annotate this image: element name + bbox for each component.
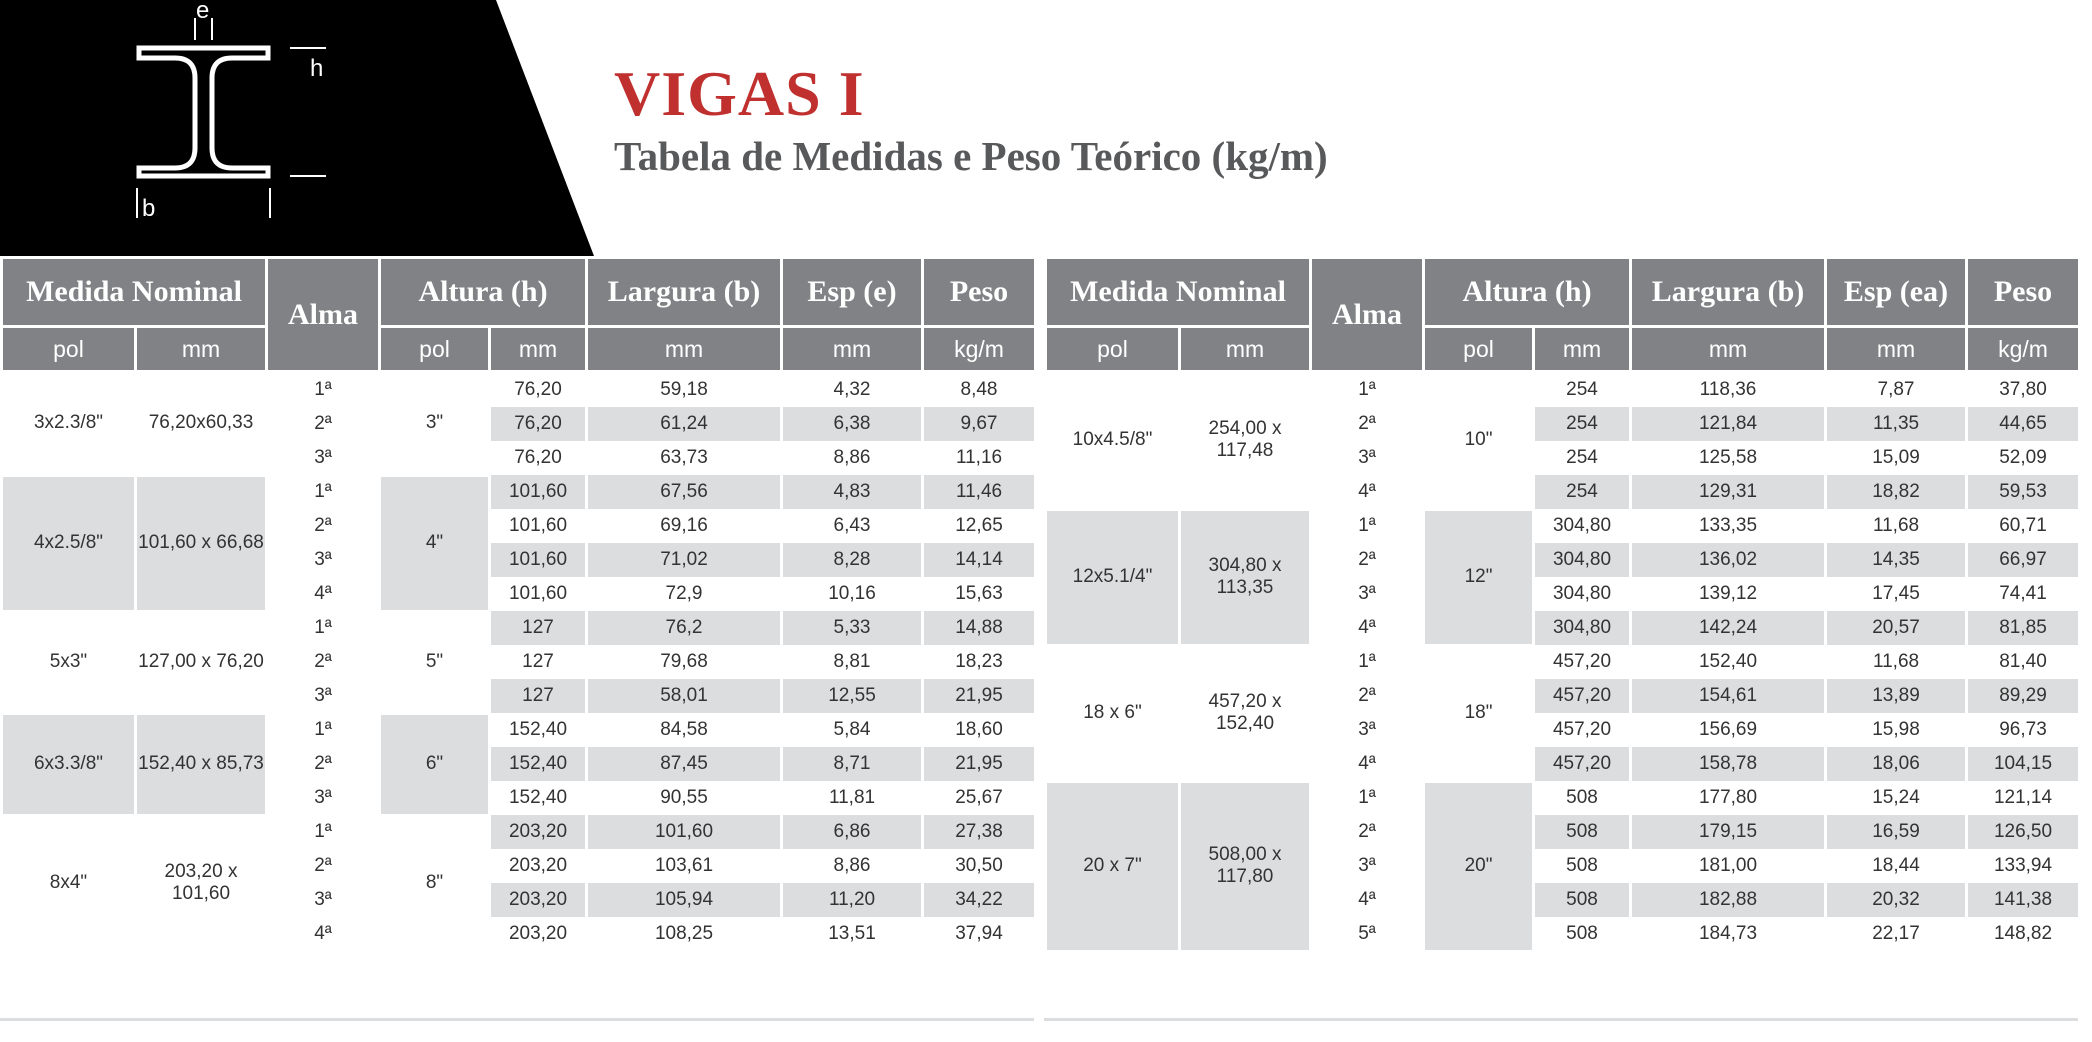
largura-cell: 87,45	[587, 747, 782, 781]
largura-cell: 103,61	[587, 849, 782, 883]
altura-mm-cell: 508	[1534, 883, 1631, 917]
table-right-body	[1046, 372, 2080, 952]
esp-cell: 11,81	[782, 781, 923, 815]
nominal-pol-cell: 20 x 7"	[1046, 781, 1180, 951]
largura-cell: 84,58	[587, 713, 782, 747]
esp-cell: 8,28	[782, 543, 923, 577]
altura-mm-cell: 457,20	[1534, 645, 1631, 679]
esp-cell: 18,82	[1826, 475, 1967, 509]
nominal-mm-cell: 127,00 x 76,20	[136, 611, 267, 713]
esp-cell: 4,32	[782, 372, 923, 408]
page-subtitle: Tabela de Medidas e Peso Teórico (kg/m)	[614, 133, 1328, 179]
peso-cell: 81,85	[1967, 611, 2080, 645]
esp-cell: 15,98	[1826, 713, 1967, 747]
altura-mm-cell: 304,80	[1534, 611, 1631, 645]
peso-cell: 11,46	[923, 475, 1036, 509]
esp-cell: 15,09	[1826, 441, 1967, 475]
alma-cell: 3ª	[1311, 849, 1424, 883]
esp-cell: 11,68	[1826, 509, 1967, 543]
nominal-mm-cell: 254,00 x 117,48	[1180, 372, 1311, 510]
unit-mm: mm	[136, 327, 267, 372]
table-row	[1046, 509, 2080, 543]
esp-cell: 7,87	[1826, 372, 1967, 408]
alma-cell: 3ª	[267, 781, 380, 815]
altura-mm-cell: 508	[1534, 849, 1631, 883]
altura-mm-cell: 203,20	[490, 849, 587, 883]
table-left-body	[2, 372, 1036, 952]
alma-cell: 3ª	[1311, 441, 1424, 475]
peso-cell: 37,94	[923, 917, 1036, 951]
unit-altura-mm: mm	[490, 327, 587, 372]
unit-peso: kg/m	[1967, 327, 2080, 372]
peso-cell: 141,38	[1967, 883, 2080, 917]
largura-cell: 156,69	[1631, 713, 1826, 747]
altura-mm-cell: 152,40	[490, 747, 587, 781]
largura-cell: 139,12	[1631, 577, 1826, 611]
altura-mm-cell: 304,80	[1534, 509, 1631, 543]
esp-cell: 6,43	[782, 509, 923, 543]
altura-mm-cell: 254	[1534, 475, 1631, 509]
table-left-bottom-rule	[0, 1018, 1034, 1021]
alma-cell: 1ª	[1311, 509, 1424, 543]
unit-largura: mm	[587, 327, 782, 372]
unit-largura: mm	[1631, 327, 1826, 372]
alma-cell: 2ª	[267, 509, 380, 543]
alma-cell: 3ª	[267, 441, 380, 475]
esp-cell: 5,33	[782, 611, 923, 645]
peso-cell: 21,95	[923, 679, 1036, 713]
largura-cell: 59,18	[587, 372, 782, 408]
peso-cell: 126,50	[1967, 815, 2080, 849]
alma-cell: 1ª	[1311, 781, 1424, 815]
largura-cell: 129,31	[1631, 475, 1826, 509]
alma-cell: 2ª	[1311, 543, 1424, 577]
peso-cell: 21,95	[923, 747, 1036, 781]
peso-cell: 8,48	[923, 372, 1036, 408]
nominal-pol-cell: 8x4"	[2, 815, 136, 951]
peso-cell: 15,63	[923, 577, 1036, 611]
peso-cell: 14,14	[923, 543, 1036, 577]
alma-cell: 3ª	[267, 679, 380, 713]
peso-cell: 18,23	[923, 645, 1036, 679]
peso-cell: 60,71	[1967, 509, 2080, 543]
alma-cell: 3ª	[1311, 577, 1424, 611]
table-row	[1046, 781, 2080, 815]
unit-altura-mm: mm	[1534, 327, 1631, 372]
nominal-mm-cell: 508,00 x 117,80	[1180, 781, 1311, 951]
peso-cell: 18,60	[923, 713, 1036, 747]
alma-cell: 4ª	[1311, 747, 1424, 781]
header-medida-nominal: Medida Nominal	[1046, 258, 1311, 327]
altura-mm-cell: 101,60	[490, 475, 587, 509]
altura-mm-cell: 508	[1534, 917, 1631, 951]
peso-cell: 30,50	[923, 849, 1036, 883]
altura-pol-cell: 3"	[380, 372, 490, 476]
largura-cell: 58,01	[587, 679, 782, 713]
altura-pol-cell: 6"	[380, 713, 490, 815]
header-largura: Largura (b)	[1631, 258, 1826, 327]
peso-cell: 81,40	[1967, 645, 2080, 679]
largura-cell: 79,68	[587, 645, 782, 679]
altura-mm-cell: 203,20	[490, 883, 587, 917]
table-right	[1044, 256, 2081, 953]
peso-cell: 96,73	[1967, 713, 2080, 747]
nominal-pol-cell: 18 x 6"	[1046, 645, 1180, 781]
title-block	[614, 58, 1328, 180]
unit-altura-pol: pol	[1424, 327, 1534, 372]
alma-cell: 1ª	[267, 713, 380, 747]
nominal-mm-cell: 304,80 x 113,35	[1180, 509, 1311, 645]
unit-pol: pol	[1046, 327, 1180, 372]
alma-cell: 1ª	[267, 372, 380, 408]
dimension-h-label: h	[310, 55, 324, 82]
table-row	[1046, 645, 2080, 679]
table-row	[2, 372, 1036, 408]
esp-cell: 18,44	[1826, 849, 1967, 883]
unit-mm: mm	[1180, 327, 1311, 372]
altura-mm-cell: 304,80	[1534, 543, 1631, 577]
header-peso: Peso	[1967, 258, 2080, 327]
esp-cell: 13,51	[782, 917, 923, 951]
header-altura: Altura (h)	[1424, 258, 1631, 327]
altura-mm-cell: 127	[490, 611, 587, 645]
nominal-pol-cell: 5x3"	[2, 611, 136, 713]
esp-cell: 11,35	[1826, 407, 1967, 441]
altura-mm-cell: 203,20	[490, 917, 587, 951]
header-largura: Largura (b)	[587, 258, 782, 327]
peso-cell: 121,14	[1967, 781, 2080, 815]
largura-cell: 142,24	[1631, 611, 1826, 645]
peso-cell: 34,22	[923, 883, 1036, 917]
largura-cell: 90,55	[587, 781, 782, 815]
table-row	[2, 815, 1036, 849]
alma-cell: 1ª	[267, 815, 380, 849]
alma-cell: 2ª	[267, 849, 380, 883]
largura-cell: 72,9	[587, 577, 782, 611]
largura-cell: 179,15	[1631, 815, 1826, 849]
largura-cell: 133,35	[1631, 509, 1826, 543]
peso-cell: 59,53	[1967, 475, 2080, 509]
esp-cell: 8,86	[782, 849, 923, 883]
header-esp: Esp (ea)	[1826, 258, 1967, 327]
peso-cell: 27,38	[923, 815, 1036, 849]
esp-cell: 20,32	[1826, 883, 1967, 917]
largura-cell: 158,78	[1631, 747, 1826, 781]
altura-mm-cell: 203,20	[490, 815, 587, 849]
alma-cell: 1ª	[1311, 372, 1424, 408]
peso-cell: 133,94	[1967, 849, 2080, 883]
alma-cell: 3ª	[267, 543, 380, 577]
altura-mm-cell: 254	[1534, 372, 1631, 408]
unit-pol: pol	[2, 327, 136, 372]
peso-cell: 12,65	[923, 509, 1036, 543]
alma-cell: 2ª	[267, 407, 380, 441]
altura-pol-cell: 20"	[1424, 781, 1534, 951]
largura-cell: 154,61	[1631, 679, 1826, 713]
alma-cell: 2ª	[267, 645, 380, 679]
altura-mm-cell: 254	[1534, 441, 1631, 475]
esp-cell: 11,68	[1826, 645, 1967, 679]
largura-cell: 69,16	[587, 509, 782, 543]
altura-pol-cell: 18"	[1424, 645, 1534, 781]
largura-cell: 136,02	[1631, 543, 1826, 577]
alma-cell: 3ª	[1311, 713, 1424, 747]
alma-cell: 2ª	[1311, 407, 1424, 441]
largura-cell: 118,36	[1631, 372, 1826, 408]
table-row	[2, 713, 1036, 747]
altura-mm-cell: 508	[1534, 781, 1631, 815]
header-alma: Alma	[1311, 258, 1424, 372]
altura-mm-cell: 152,40	[490, 713, 587, 747]
altura-pol-cell: 8"	[380, 815, 490, 951]
header-peso: Peso	[923, 258, 1036, 327]
nominal-pol-cell: 10x4.5/8"	[1046, 372, 1180, 510]
unit-peso: kg/m	[923, 327, 1036, 372]
esp-cell: 17,45	[1826, 577, 1967, 611]
largura-cell: 76,2	[587, 611, 782, 645]
altura-mm-cell: 508	[1534, 815, 1631, 849]
esp-cell: 10,16	[782, 577, 923, 611]
largura-cell: 63,73	[587, 441, 782, 475]
altura-mm-cell: 127	[490, 645, 587, 679]
largura-cell: 108,25	[587, 917, 782, 951]
esp-cell: 8,71	[782, 747, 923, 781]
esp-cell: 6,38	[782, 407, 923, 441]
peso-cell: 52,09	[1967, 441, 2080, 475]
esp-cell: 6,86	[782, 815, 923, 849]
esp-cell: 13,89	[1826, 679, 1967, 713]
nominal-mm-cell: 101,60 x 66,68	[136, 475, 267, 611]
nominal-pol-cell: 6x3.3/8"	[2, 713, 136, 815]
largura-cell: 182,88	[1631, 883, 1826, 917]
altura-pol-cell: 5"	[380, 611, 490, 713]
header-medida-nominal: Medida Nominal	[2, 258, 267, 327]
alma-cell: 3ª	[267, 883, 380, 917]
banner-background	[0, 0, 594, 256]
header-esp: Esp (e)	[782, 258, 923, 327]
altura-mm-cell: 101,60	[490, 543, 587, 577]
peso-cell: 14,88	[923, 611, 1036, 645]
nominal-pol-cell: 4x2.5/8"	[2, 475, 136, 611]
esp-cell: 15,24	[1826, 781, 1967, 815]
esp-cell: 11,20	[782, 883, 923, 917]
peso-cell: 104,15	[1967, 747, 2080, 781]
table-left	[0, 256, 1037, 953]
alma-cell: 1ª	[267, 475, 380, 509]
nominal-mm-cell: 76,20x60,33	[136, 372, 267, 476]
peso-cell: 44,65	[1967, 407, 2080, 441]
unit-altura-pol: pol	[380, 327, 490, 372]
peso-cell: 89,29	[1967, 679, 2080, 713]
nominal-mm-cell: 203,20 x 101,60	[136, 815, 267, 951]
altura-mm-cell: 457,20	[1534, 679, 1631, 713]
altura-pol-cell: 12"	[1424, 509, 1534, 645]
largura-cell: 184,73	[1631, 917, 1826, 951]
largura-cell: 105,94	[587, 883, 782, 917]
altura-pol-cell: 10"	[1424, 372, 1534, 510]
altura-mm-cell: 152,40	[490, 781, 587, 815]
altura-mm-cell: 76,20	[490, 407, 587, 441]
header-alma: Alma	[267, 258, 380, 372]
alma-cell: 2ª	[1311, 815, 1424, 849]
dimension-e-label: e	[196, 0, 210, 24]
alma-cell: 4ª	[1311, 611, 1424, 645]
altura-mm-cell: 304,80	[1534, 577, 1631, 611]
nominal-mm-cell: 152,40 x 85,73	[136, 713, 267, 815]
nominal-pol-cell: 3x2.3/8"	[2, 372, 136, 476]
altura-mm-cell: 76,20	[490, 372, 587, 408]
peso-cell: 11,16	[923, 441, 1036, 475]
esp-cell: 4,83	[782, 475, 923, 509]
esp-cell: 20,57	[1826, 611, 1967, 645]
alma-cell: 4ª	[267, 577, 380, 611]
alma-cell: 1ª	[267, 611, 380, 645]
unit-esp: mm	[1826, 327, 1967, 372]
esp-cell: 12,55	[782, 679, 923, 713]
esp-cell: 5,84	[782, 713, 923, 747]
table-right-bottom-rule	[1044, 1018, 2078, 1021]
peso-cell: 74,41	[1967, 577, 2080, 611]
nominal-pol-cell: 12x5.1/4"	[1046, 509, 1180, 645]
largura-cell: 101,60	[587, 815, 782, 849]
peso-cell: 148,82	[1967, 917, 2080, 951]
altura-mm-cell: 127	[490, 679, 587, 713]
largura-cell: 67,56	[587, 475, 782, 509]
altura-mm-cell: 101,60	[490, 509, 587, 543]
alma-cell: 4ª	[1311, 475, 1424, 509]
esp-cell: 18,06	[1826, 747, 1967, 781]
altura-mm-cell: 457,20	[1534, 713, 1631, 747]
esp-cell: 14,35	[1826, 543, 1967, 577]
peso-cell: 9,67	[923, 407, 1036, 441]
altura-mm-cell: 101,60	[490, 577, 587, 611]
peso-cell: 37,80	[1967, 372, 2080, 408]
largura-cell: 177,80	[1631, 781, 1826, 815]
alma-cell: 1ª	[1311, 645, 1424, 679]
esp-cell: 8,86	[782, 441, 923, 475]
table-row	[1046, 372, 2080, 408]
largura-cell: 121,84	[1631, 407, 1826, 441]
header-altura: Altura (h)	[380, 258, 587, 327]
altura-pol-cell: 4"	[380, 475, 490, 611]
unit-esp: mm	[782, 327, 923, 372]
largura-cell: 181,00	[1631, 849, 1826, 883]
i-beam-diagram-banner	[0, 0, 600, 260]
peso-cell: 66,97	[1967, 543, 2080, 577]
table-row	[2, 475, 1036, 509]
nominal-mm-cell: 457,20 x 152,40	[1180, 645, 1311, 781]
esp-cell: 16,59	[1826, 815, 1967, 849]
largura-cell: 152,40	[1631, 645, 1826, 679]
altura-mm-cell: 254	[1534, 407, 1631, 441]
dimension-b-label: b	[142, 195, 156, 222]
table-row	[2, 611, 1036, 645]
esp-cell: 22,17	[1826, 917, 1967, 951]
alma-cell: 4ª	[267, 917, 380, 951]
peso-cell: 25,67	[923, 781, 1036, 815]
esp-cell: 8,81	[782, 645, 923, 679]
alma-cell: 2ª	[1311, 679, 1424, 713]
altura-mm-cell: 457,20	[1534, 747, 1631, 781]
largura-cell: 61,24	[587, 407, 782, 441]
largura-cell: 71,02	[587, 543, 782, 577]
altura-mm-cell: 76,20	[490, 441, 587, 475]
largura-cell: 125,58	[1631, 441, 1826, 475]
alma-cell: 4ª	[1311, 883, 1424, 917]
alma-cell: 2ª	[267, 747, 380, 781]
page-title: VIGAS I	[614, 58, 865, 129]
alma-cell: 5ª	[1311, 917, 1424, 951]
